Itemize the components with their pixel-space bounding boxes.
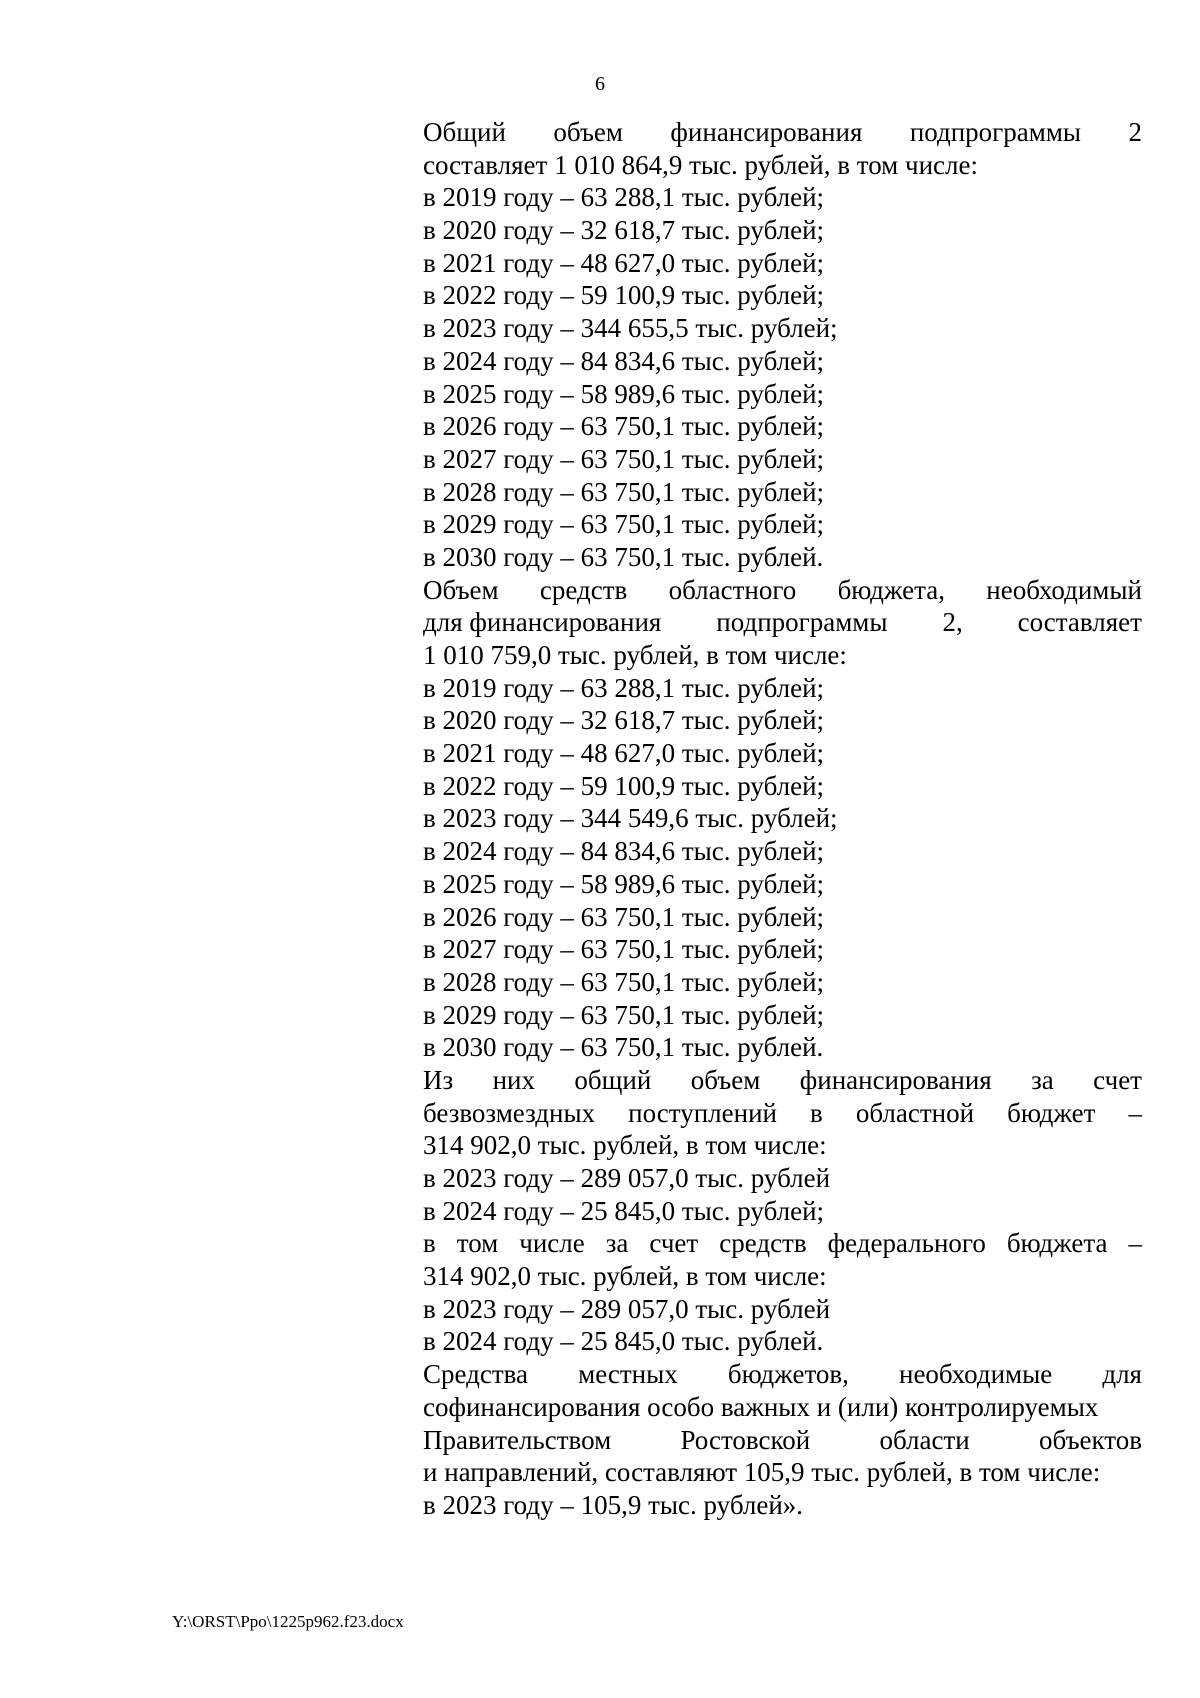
word: необходимый — [986, 574, 1142, 605]
word: в — [810, 1097, 823, 1128]
text-line — [423, 1358, 1142, 1391]
word: средств — [539, 574, 628, 605]
text-line — [423, 1424, 1142, 1457]
word: бюджет — [1007, 1097, 1096, 1128]
paragraph-p1 — [423, 116, 1142, 574]
word: – — [1128, 1228, 1142, 1259]
word: Объем — [423, 574, 499, 605]
word: числе — [519, 1228, 585, 1259]
text-line: в 2024 году – 84 834,6 тыс. рублей; — [423, 836, 825, 867]
word: финансирования — [670, 117, 863, 147]
text-line: в 2023 году – 344 549,6 тыс. рублей; — [423, 803, 838, 834]
text-line: софинансирования особо важных и (или) контролируемых — [423, 1391, 1099, 1422]
text-line: 1 010 759,0 тыс. рублей, в том числе: — [423, 640, 847, 670]
word: необходимые — [899, 1359, 1053, 1390]
word: них — [492, 1064, 535, 1095]
document-body — [423, 116, 1142, 1522]
paragraph-p3 — [423, 1064, 1142, 1358]
text-line: в 2021 году – 48 627,0 тыс. рублей; — [423, 247, 825, 278]
word: области — [879, 1424, 970, 1455]
word: областного — [668, 574, 797, 605]
text-line — [423, 1064, 1142, 1097]
text-line: в 2022 году – 59 100,9 тыс. рублей; — [423, 280, 825, 311]
text-line: в 2019 году – 63 288,1 тыс. рублей; — [423, 672, 825, 703]
text-line: в 2027 году – 63 750,1 тыс. рублей; — [423, 443, 825, 474]
text-line: в 2020 году – 32 618,7 тыс. рублей; — [423, 705, 825, 736]
text-line: в 2028 году – 63 750,1 тыс. рублей; — [423, 966, 825, 997]
word: составляет — [1017, 607, 1142, 638]
word: объем — [553, 117, 623, 147]
text-line — [423, 606, 1142, 639]
page-number: 6 — [595, 73, 605, 95]
word: Ростовской — [680, 1424, 811, 1455]
text-line: в 2023 году – 344 655,5 тыс. рублей; — [423, 313, 838, 344]
word: за — [605, 1228, 629, 1259]
word: для финансирования — [423, 607, 662, 638]
word: за — [1031, 1064, 1054, 1095]
text-line: в 2022 году – 59 100,9 тыс. рублей; — [423, 770, 825, 801]
text-line: в 2030 году – 63 750,1 тыс. рублей. — [423, 1032, 824, 1063]
word: финансирования — [799, 1064, 992, 1095]
word: средств — [719, 1228, 807, 1259]
word: поступлений — [628, 1097, 777, 1128]
text-line: в 2024 году – 25 845,0 тыс. рублей; — [423, 1195, 825, 1226]
word: счет — [1093, 1064, 1142, 1095]
text-line: и направлений, составляют 105,9 тыс. рублей, в том числе: — [423, 1457, 1101, 1488]
text-line — [423, 1227, 1142, 1260]
text-line — [423, 574, 1142, 607]
text-line: в 2021 году – 48 627,0 тыс. рублей; — [423, 738, 825, 769]
word: Правительством — [423, 1424, 612, 1455]
text-line: в 2020 году – 32 618,7 тыс. рублей; — [423, 215, 825, 246]
file-path-footer: Y:\ORST\Ppo\1225p962.f23.docx — [172, 1612, 404, 1631]
text-line: в 2029 году – 63 750,1 тыс. рублей; — [423, 999, 825, 1030]
word: подпрограммы — [909, 117, 1082, 147]
text-line: в 2019 году – 63 288,1 тыс. рублей; — [423, 182, 825, 213]
word: подпрограммы — [716, 607, 888, 638]
word: безвозмездных — [423, 1097, 596, 1128]
word: 2, — [942, 607, 963, 638]
word: – — [1128, 1097, 1142, 1128]
text-line: в 2025 году – 58 989,6 тыс. рублей; — [423, 378, 825, 409]
text-line: в 2023 году – 105,9 тыс. рублей». — [423, 1489, 804, 1520]
word: том — [456, 1228, 499, 1259]
word: счет — [649, 1228, 699, 1259]
text-line: в 2027 году – 63 750,1 тыс. рублей; — [423, 934, 825, 965]
word: 2 — [1128, 117, 1142, 147]
word: общий — [574, 1064, 652, 1095]
text-line: в 2029 году – 63 750,1 тыс. рублей; — [423, 509, 825, 540]
word: бюджетов, — [727, 1359, 849, 1390]
word: областной — [855, 1097, 975, 1128]
text-line: в 2025 году – 58 989,6 тыс. рублей; — [423, 868, 825, 899]
text-line — [423, 1097, 1142, 1130]
text-line: в 2026 году – 63 750,1 тыс. рублей; — [423, 901, 825, 932]
word: объектов — [1039, 1424, 1142, 1455]
text-line: 314 902,0 тыс. рублей, в том числе: — [423, 1130, 827, 1161]
text-line: составляет 1 010 864,9 тыс. рублей, в том числе: — [423, 149, 978, 180]
paragraph-p2 — [423, 574, 1142, 1064]
text-line: 314 902,0 тыс. рублей, в том числе: — [423, 1261, 827, 1292]
text-line: в 2024 году – 84 834,6 тыс. рублей; — [423, 345, 825, 376]
word: бюджета, — [837, 574, 945, 605]
word: бюджета — [1006, 1228, 1108, 1259]
word: федерального — [827, 1228, 986, 1259]
word: объем — [690, 1064, 761, 1095]
word: Из — [423, 1064, 454, 1095]
text-line: в 2026 году – 63 750,1 тыс. рублей; — [423, 411, 825, 442]
word: для — [1102, 1359, 1142, 1390]
text-line: в 2023 году – 289 057,0 тыс. рублей — [423, 1293, 831, 1324]
text-line: в 2024 году – 25 845,0 тыс. рублей. — [423, 1326, 824, 1357]
word: в — [423, 1228, 436, 1259]
word: местных — [578, 1359, 678, 1390]
paragraph-p4 — [423, 1358, 1142, 1521]
text-line — [423, 116, 1142, 149]
word: Средства — [423, 1359, 529, 1390]
text-line: в 2030 году – 63 750,1 тыс. рублей. — [423, 541, 824, 572]
text-line: в 2028 году – 63 750,1 тыс. рублей; — [423, 476, 825, 507]
word: Общий — [423, 117, 506, 147]
text-line: в 2023 году – 289 057,0 тыс. рублей — [423, 1163, 831, 1193]
